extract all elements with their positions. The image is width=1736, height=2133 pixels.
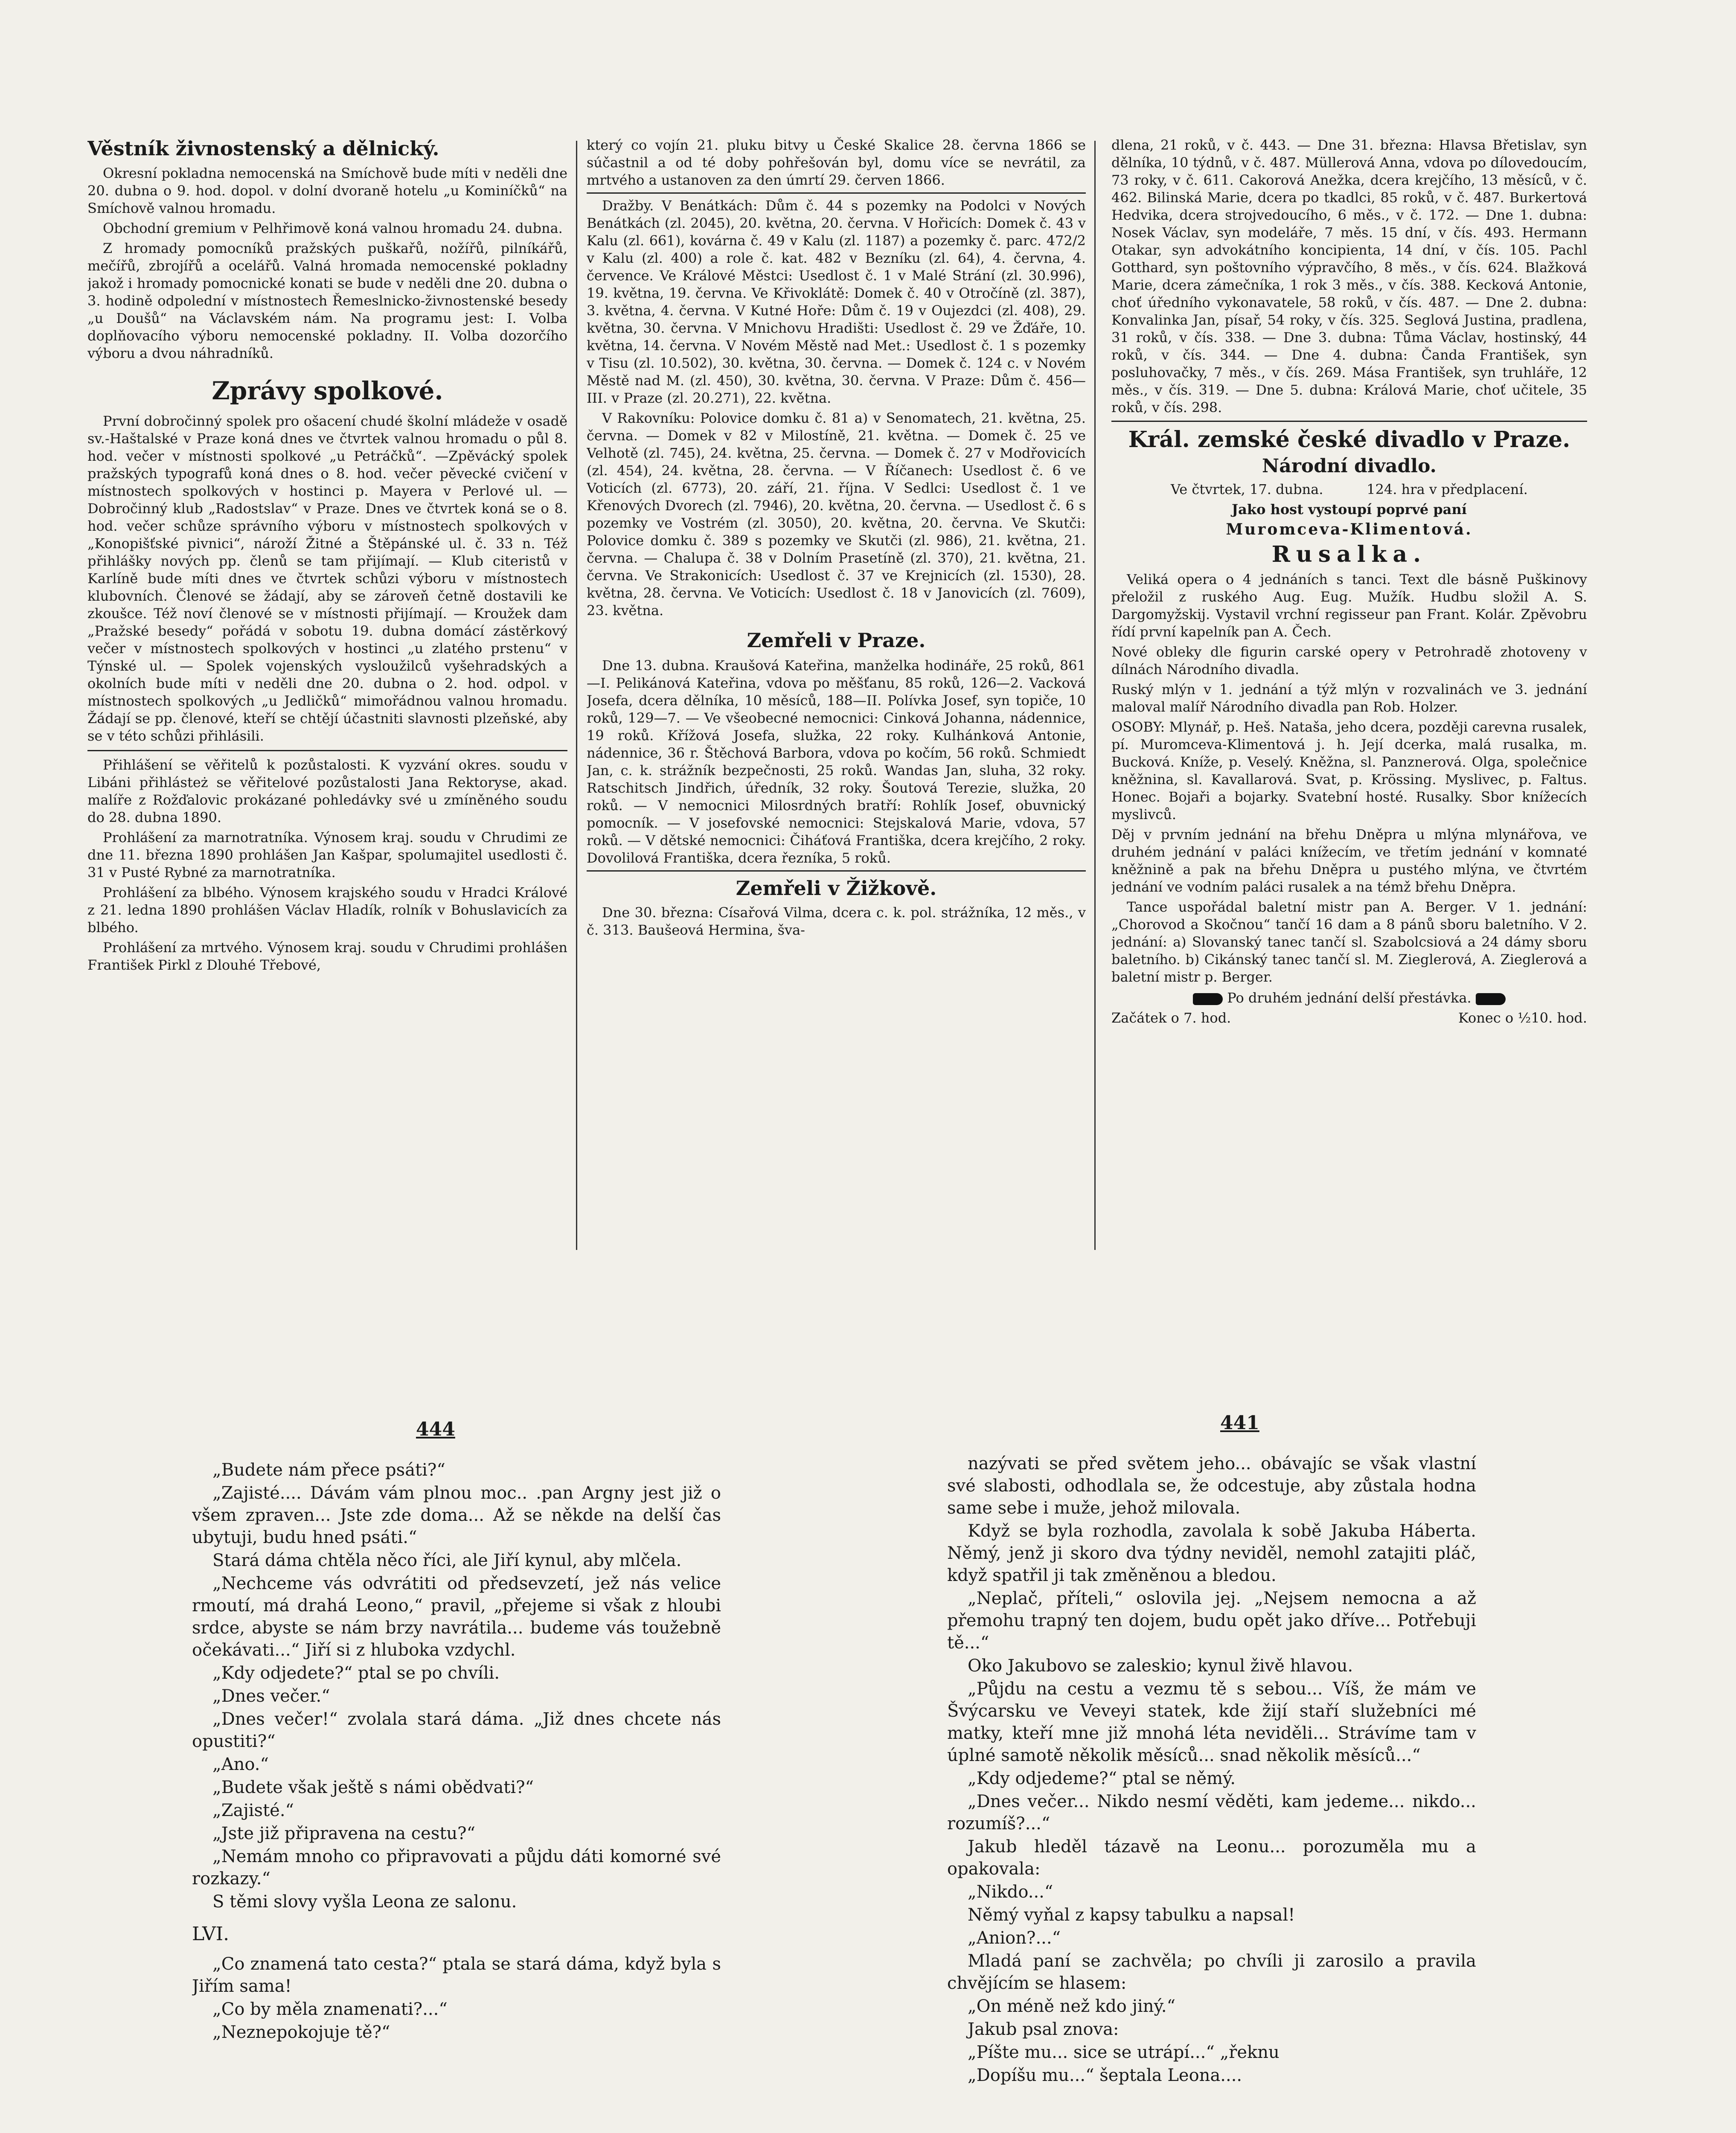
story-paragraph: nazývati se před světem jeho... obávajíc se však vlastní své slabosti, odhodlala se, že odcestuje, aby zůstala hodna same sebe i muže, jehož milovala. bbox=[947, 1454, 1476, 1518]
notice-paragraph: Z hromady pomocníků pražských puškařů, nožířů, pilníkářů, mečířů, zbrojířů a ocelářů. Valná hromada nemocenské pokladny jakož i hromady pomocnické konati se bude v neděli dne 20. dubna o 3. hodině odpolední v místnostech Řemeslnicko-živnostenské besedy „u Doušů“ na Václavském nám. Na programu jest: I. Volba doplňovacího výboru nemocenské pokladny. II. Volba dozorčího výboru a dvou náhradníků. bbox=[87, 240, 567, 361]
column-rule bbox=[576, 141, 577, 1250]
story-paragraph: „Kdy odjedete?“ ptal se po chvíli. bbox=[212, 1663, 500, 1683]
right-news-column bbox=[1111, 137, 1587, 1258]
story-paragraph: „Dnes večer!“ zvolala stará dáma. „Již dnes chcete nás opustiti?“ bbox=[192, 1709, 721, 1751]
story-paragraph: Oko Jakubovo se zaleskio; kynul živě hlavou. bbox=[968, 1656, 1353, 1676]
obituary-paragraph: Dne 13. dubna. Kraušová Kateřina, manželka hodináře, 25 roků, 861—I. Pelikánová Kateřina, vdova po měšťanu, 85 roků, 126—2. Vacková Josefa, dcera dělníka, 10 měsíců, 188—II. Polívka Josef, syn topiče, 10 roků, 129—7. — Ve všeobecné nemocnici: Cinková Johanna, nádennice, 19 roků. Křížová Josefa, služka, 22 roky. Kulhánková Antonie, nádennice, 36 r. Štěchová Barbora, vdova po kočím, 56 roků. Schmiedt Jan, c. k. strážník bezpečnosti, 25 roků. Wandas Jan, sluha, 32 roky. Ratschitsch Jindřich, úředník, 32 roky. Šoutová Terezie, služka, 20 roků. — V nemocnici Milosrdných bratří: Rohlík Josef, obuvnický pomocník. — V josefovské nemocnici: Stejskalová Marie, vdova, 57 roků. — V dětské nemocnici: Čiháťová Františka, dcera krejčího, 2 roky. Dovolilová Františka, dcera řezníka, 5 roků. bbox=[587, 657, 1086, 866]
auction-paragraph: V Rakovníku: Polovice domku č. 81 a) v Senomatech, 21. května, 25. června. — Domek v 82 v Milostíně, 21. května. — Domek č. 25 ve Velhotě (zl. 745), 24. května, 25. června. — Domek č. 27 v Modřovicích (zl. 454), 24. května, 28. června. — V Říčanech: Usedlost č. 6 ve Voticích (zl. 6773), 20. září, 21. října. V Sedlci: Usedlost č. 1 ve Křenových Dvorech (zl. 7946), 20. května, 20. června. — Usedlost č. 6 s pozemky ve Vostrém (zl. 3050), 20. května, 20. června. Ve Skutči: Polovice domku č. 389 s pozemky ve Skutči (zl. 986), 21. května, 21. června. — Chalupa č. 38 v Dolním Prasetíně (zl. 370), 21. května, 21. června. Ve Strakonicích: Usedlost č. 37 ve Krejnicích (zl. 1530), 28. května, 28. června. Ve Voticích: Usedlost č. 18 v Janovicích (zl. 7609), 23. května. bbox=[587, 410, 1086, 619]
section-heading-vestnik: Věstník živnostenský a dělnický. bbox=[87, 137, 439, 160]
story-paragraph: „Anion?...“ bbox=[968, 1928, 1061, 1948]
theatre-subtitle: Národní divadlo. bbox=[1262, 455, 1436, 477]
story-paragraph: „Neplač, příteli,“ oslovila jej. „Nejsem nemocna a až přemohu trapný ten dojem, budu opět jako dříve... Potřebuji tě...“ bbox=[947, 1589, 1476, 1653]
story-paragraph: „Nemám mnoho co připravovati a půjdu dáti komorné své rozkazy.“ bbox=[192, 1847, 721, 1889]
story-paragraph: „Zajisté.... Dávám vám plnou moc.. .pan Argny jest již o všem zpraven... Jste zde doma... Až se někde na delší čas ubytuji, budu hned psáti.“ bbox=[192, 1483, 721, 1547]
opera-description: Ruský mlýn v 1. jednání a týž mlýn v rozvalinách ve 3. jednání maloval malíř Národního divadla pan Rob. Holzer. bbox=[1111, 681, 1587, 715]
obituary-paragraph: dlena, 21 roků, v č. 443. — Dne 31. března: Hlavsa Břetislav, syn dělníka, 10 týdnů, v č. 487. Müllerová Anna, vdova po dílovedoucím, 73 roky, v č. 611. Cakorová Anežka, dcera krejčího, 13 měsíců, v č. 462. Bilinská Marie, dcera po tkadlci, 85 roků, v č. 487. Burkertová Hedvika, dcera strojvedoucího, 6 měs., v č. 172. — Dne 1. dubna: Nosek Václav, syn modeláře, 7 měs. 15 dní, v čís. 493. Hermann Otakar, syn advokátního koncipienta, 14 dní, v čís. 105. Pachl Gotthard, syn poštovního výpravčího, 8 měs., v čís. 624. Blažková Marie, dcera zámečníka, 1 rok 3 měs., v čís. 388. Kecková Antonie, choť úředního vykonavatele, 58 roků, v čís. 487. — Dne 2. dubna: Konvalinka Jan, písař, 54 roky, v čís. 325. Seglová Justina, pradlena, 31 roků, v čís. 338. — Dne 3. dubna: Tůma Václav, hostinský, 44 roků, v čís. 344. — Dne 4. dubna: Čanda František, syn posluhovačky, 7 měs., v čís. 269. Mása František, syn truhláře, 12 měs., v čís. 319. — Dne 5. dubna: Králová Marie, choť učitele, 35 roků, v čís. 298. bbox=[1111, 137, 1587, 416]
story-right-paragraphs bbox=[947, 1453, 1476, 2087]
notice-paragraph: Prohlášení za marnotratníka. Výnosem kraj. soudu v Chrudimi ze dne 11. března 1890 prohlášen Jan Kašpar, spolumajitel usedlosti č. 31 v Pusté Rybné za marnotratníka. bbox=[87, 829, 567, 881]
left-news-column bbox=[87, 137, 567, 1258]
story-paragraph: „Dnes večer... Nikdo nesmí věděti, kam jedeme... nikdo... rozumíš?...“ bbox=[947, 1792, 1476, 1834]
story-paragraph: „Nechceme vás odvrátiti od předsevzetí, jež nás velice rmoutí, má drahá Leono,“ pravil, „přejeme si však z hloubi srdce, abyste se nám brzy navrátila... budeme vás toužebně očekávati...“ Jiří si z hluboka vzdychl. bbox=[192, 1574, 721, 1660]
start-time: Začátek o 7. hod. bbox=[1111, 1010, 1231, 1026]
story-paragraph: „Co by měla znamenati?...“ bbox=[212, 1999, 448, 2019]
notice-paragraph: První dobročinný spolek pro ošacení chudé školní mládeže v osadě sv.-Haštalské v Praze koná dnes ve čtvrtek valnou hromadu o půl 8. hod. večer v místnosti spolkové „u Petráčků“. —Zpěvácký spolek pražských typografů koná dnes o 8. hod. večer pěvecké cvičení v místnostech spolkových v hostinci p. Mayera v Perlové ul. — Dobročinný klub „Radostslav“ v Praze. Dnes ve čtvrtek koná se o 8. hod. večer schůze správního výboru v místnostech spolkových v „Konopišťské pivnici“, nároží Žitné a Štěpánské ul. č. 33 n. Též přihlášky nových pp. členů se tam přijímají. — Klub citeristů v Karlíně bude míti dnes ve čtvrtek schůzi výboru v místnostech klubovních. Členové se žádají, aby se zároveň četně dostavili ke zkoušce. Též noví členové se v místnosti přijímají. — Kroužek dam „Pražské besedy“ pořádá v sobotu 19. dubna domácí zástěrkový večer v místnostech spolkových v hostinci „u zlatého prstenu“ v Týnské ul. — Spolek vojenských vysloužilců vyšehradských a okolních bude míti v neděli dne 20. dubna o 2. hod. odpol. v místnostech spolkových „u Jedličků“ mimořádnou valnou hromadu. Žádají se pp. členové, kteří se chtějí účastniti slavnosti plzeňské, aby se v této schůzi přihlásili. bbox=[87, 413, 567, 744]
story-left-paragraphs bbox=[192, 1459, 721, 1913]
opera-title: Rusalka. bbox=[1271, 541, 1427, 567]
guest-announcement: Jako host vystoupí poprvé paní bbox=[1232, 501, 1467, 517]
story-paragraph: Stará dáma chtěla něco říci, ale Jiří kynul, aby mlčela. bbox=[212, 1551, 682, 1570]
story-paragraph: „Půjdu na cestu a vezmu tě s sebou... Víš, že mám ve Švýcarsku ve Veveyi statek, kde žijí staří služebníci mé matky, kteří mne již mnohá léta neviděli... Strávíme tam v úplné samotě několik měsíců... snad několik měsíců...“ bbox=[947, 1679, 1476, 1765]
divider bbox=[587, 870, 1086, 872]
story-left-column bbox=[192, 1459, 721, 2133]
notice-paragraph: Obchodní gremium v Pelhřimově koná valnou hromadu 24. dubna. bbox=[103, 220, 563, 236]
opera-description: Tance uspořádal baletní mistr pan A. Berger. V 1. jednání: „Chorovod a Skočnou“ tančí 16 dam a 8 pánů sboru baletního. V 2. jednání: a) Slovanský tanec tančí sl. Szabolcsiová a 24 dámy sboru baletního. b) Cikánský tanec tančí sl. M. Zieglerová, A. Zieglerová a baletní mistr p. Berger. bbox=[1111, 899, 1587, 985]
performance-date: Ve čtvrtek, 17. dubna. 124. hra v předplacení. bbox=[1171, 481, 1528, 497]
story-paragraph: „Neznepokojuje tě?“ bbox=[212, 2023, 390, 2042]
story-paragraph: Jakub psal znova: bbox=[968, 2020, 1119, 2039]
story-paragraph: „On méně než kdo jiný.“ bbox=[968, 1996, 1176, 2016]
story-paragraph: „Co znamená tato cesta?“ ptala se stará dáma, když byla s Jiřím sama! bbox=[192, 1954, 721, 1996]
pointing-hand-icon bbox=[1476, 993, 1506, 1005]
story-left-paragraphs-chapter bbox=[192, 1953, 721, 2043]
notice-paragraph: Prohlášení za blbého. Výnosem krajského soudu v Hradci Králové z 21. ledna 1890 prohlášen Václav Hladík, rolník v Bohuslavicích za blbého. bbox=[87, 884, 567, 936]
page-number-right: 441 bbox=[1220, 1412, 1259, 1434]
story-paragraph: „Dnes večer.“ bbox=[212, 1686, 330, 1706]
story-paragraph: „Jste již připravena na cestu?“ bbox=[212, 1824, 476, 1843]
notice-paragraph: Okresní pokladna nemocenská na Smíchově bude míti v neděli dne 20. dubna o 9. hod. dopol. v dolní dvoraně hotelu „u Kominíčků“ na Smíchově valnou hromadu. bbox=[87, 165, 567, 216]
opera-description: Děj v prvním jednání na břehu Dněpra u mlýna mlynářova, ve druhém jednání v paláci knížecím, ve třetím jednání v komnaté kněžnině a pak na břehu Dněpra u pustého mlýna, ve čtvrtém jednání ve vodním paláci rusalek a na témž břehu Dněpra. bbox=[1111, 826, 1587, 895]
intermission-text: Po druhém jednání delší přestávka. bbox=[1227, 990, 1471, 1006]
opera-description: Veliká opera o 4 jednáních s tanci. Text dle básně Puškinovy přeložil z ruského Aug. Eug. Mužík. Hudbu složil A. S. Dargomyžskij. Vystavil vrchní regisseur pan Frant. Kolár. Zpěvobru řídí první kapelník pan A. Čech. bbox=[1111, 571, 1587, 640]
column-rule bbox=[1094, 141, 1096, 1250]
section-heading-zemreli-praha: Zemřeli v Praze. bbox=[747, 629, 926, 652]
story-paragraph: „Budete však ještě s námi obědvati?“ bbox=[212, 1778, 534, 1797]
story-paragraph: „Zajisté.“ bbox=[212, 1801, 294, 1820]
start-end-times bbox=[1111, 1009, 1587, 1027]
guest-name: Muromceva-Klimentová. bbox=[1226, 520, 1473, 538]
auction-paragraph: Dražby. V Benátkách: Dům č. 44 s pozemky na Podolci v Nových Benátkách (zl. 2045), 20. května, 20. června. V Hořicích: Domek č. 43 v Kalu (zl. 661), kovárna č. 49 v Kalu (zl. 1187) a pozemky č. parc. 472/2 v Kalu (zl. 400) a role č. kat. 482 v Bezníku (zl. 64), 4. června, 4. července. Ve Králové Městci: Usedlost č. 1 v Malé Strání (zl. 30.996), 19. května, 19. června. Ve Křivoklátě: Domek č. 40 v Otročíně (zl. 387), 3. května, 4. června. V Kutné Hoře: Dům č. 19 v Oujezdci (zl. 408), 29. května, 30. června. V Mnichovu Hradišti: Usedlost č. 29 ve Žďáře, 10. května, 14. června. V Novém Městě nad Met.: Usedlost č. 1 s pozemky v Tisu (zl. 10.502), 30. května, 30. června. — Domek č. 124 c. v Novém Městě nad M. (zl. 450), 30. května, 30. června. V Praze: Dům č. 456—III. v Praze (zl. 20.271), 22. května. bbox=[587, 198, 1086, 406]
divider bbox=[587, 192, 1086, 194]
opera-description: Nové obleky dle figurin carské opery v Petrohradě zhotoveny v dílnách Národního divadla. bbox=[1111, 644, 1587, 677]
divider bbox=[87, 750, 567, 751]
end-time: Konec o ½10. hod. bbox=[1458, 1010, 1587, 1026]
pointing-hand-icon bbox=[1193, 993, 1223, 1005]
theatre-title: Král. zemské české divadlo v Praze. bbox=[1128, 427, 1570, 453]
story-paragraph: Němý vyňal z kapsy tabulku a napsal! bbox=[968, 1905, 1295, 1925]
section-heading-zemreli-zizkov: Zemřeli v Žižkově. bbox=[736, 877, 937, 900]
notice-paragraph: Přihlášení se věřitelů k pozůstalosti. K vyzvání okres. soudu v Libáni přihlásteż se věřitelové pozůstalosti Jana Rektoryse, akad. malíře z Rožďalovic prokázané pohledávky své u zmíněného soudu do 28. dubna 1890. bbox=[87, 757, 567, 825]
story-paragraph: „Píšte mu... sice se utrápí...“ „řeknu bbox=[968, 2043, 1279, 2062]
story-paragraph: Mladá paní se zachvěla; po chvíli ji zarosilo a pravila chvějícím se hlasem: bbox=[947, 1951, 1476, 1993]
story-paragraph: „Kdy odjedeme?“ ptal se němý. bbox=[968, 1769, 1236, 1788]
chapter-heading: LVI. bbox=[192, 1923, 230, 1945]
page-number-left: 444 bbox=[416, 1418, 455, 1440]
notice-paragraph: Prohlášení za mrtvého. Výnosem kraj. soudu v Chrudimi prohlášen František Pirkl z Dlouhé Třebové, bbox=[87, 939, 567, 973]
story-paragraph: Když se byla rozhodla, zavolala k sobě Jakuba Háberta. Němý, jenž ji skoro dva týdny neviděl, nemohl zatajiti pláč, když spatřil ji tak změněnou a bledou. bbox=[947, 1521, 1476, 1585]
middle-news-column bbox=[587, 137, 1086, 1258]
story-paragraph: „Ano.“ bbox=[212, 1755, 269, 1774]
intermission-note bbox=[1111, 989, 1587, 1007]
section-heading-zpravy: Zprávy spolkové. bbox=[212, 376, 443, 405]
story-paragraph: Jakub hleděl tázavě na Leonu... porozuměla mu a opakovala: bbox=[947, 1837, 1476, 1879]
obituary-paragraph: Dne 30. března: Císařová Vilma, dcera c. k. pol. strážníka, 12 měs., v č. 313. Baušeová Hermina, šva- bbox=[587, 904, 1086, 938]
notice-paragraph: který co vojín 21. pluku bitvy u České Skalice 28. června 1866 se súčastnil a od té doby pohřešován byl, domu více se nevrátil, za mrtvého a ustanoven za den úmrtí 29. červen 1866. bbox=[587, 137, 1086, 188]
story-paragraph: „Nikdo...“ bbox=[968, 1882, 1053, 1902]
divider bbox=[1111, 421, 1587, 422]
story-right-column bbox=[947, 1453, 1476, 2133]
cast-list: OSOBY: Mlynář, p. Heš. Nataša, jeho dcera, později carevna rusalek, pí. Muromceva-Klimentová j. h. Její dcerka, malá rusalka, m. Bucková. Kníže, p. Veselý. Kněžna, sl. Panznerová. Olga, společnice kněžnina, sl. Kavallarová. Svat, p. Krössing. Myslivec, p. Faltus. Honec. Bojaři a bojarky. Svatební hosté. Rusalky. Sbor knížecích myslivců. bbox=[1111, 719, 1587, 822]
story-paragraph: S těmi slovy vyšla Leona ze salonu. bbox=[212, 1892, 517, 1912]
story-paragraph: „Budete nám přece psáti?“ bbox=[212, 1460, 445, 1480]
story-paragraph: „Dopíšu mu...“ šeptala Leona.... bbox=[968, 2066, 1242, 2085]
